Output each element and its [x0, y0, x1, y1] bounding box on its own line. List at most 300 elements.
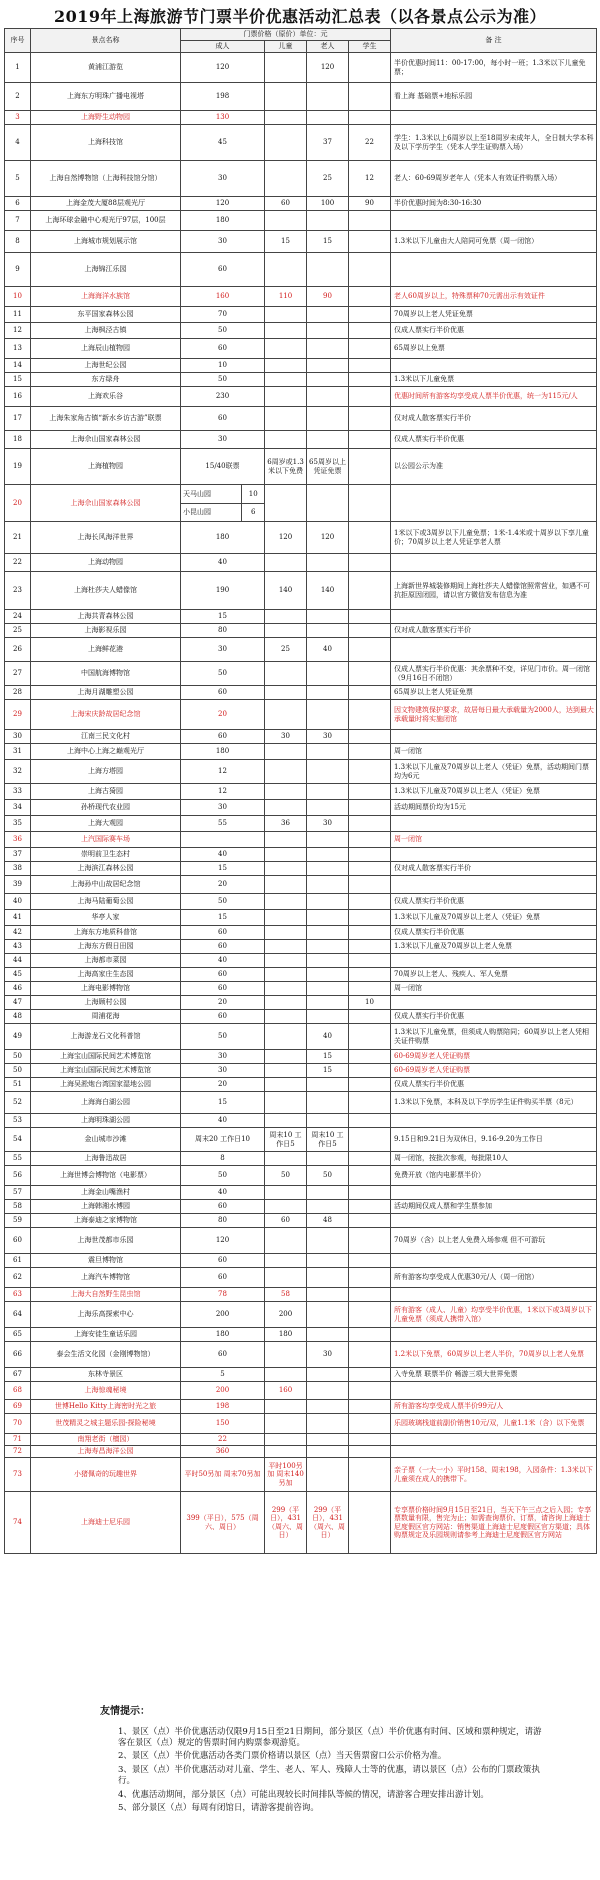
senior-price: [307, 968, 349, 982]
table-row: [5, 940, 597, 954]
child-price: [265, 387, 307, 407]
adult-price: 360: [181, 1446, 265, 1458]
child-price: [265, 894, 307, 910]
adult-price: 15: [181, 862, 265, 876]
student-price: [349, 1214, 391, 1228]
child-price: [265, 1342, 307, 1368]
remark: 仅成人票实行半价优惠: [391, 1010, 597, 1024]
adult-price: 12: [181, 784, 265, 800]
notes-block: [0, 1705, 600, 1817]
student-price: [349, 53, 391, 83]
student-price: [349, 1200, 391, 1214]
row-number: 52: [5, 1092, 31, 1114]
table-row: [5, 1368, 597, 1382]
row-number: 70: [5, 1414, 31, 1434]
adult-price: 30: [181, 1050, 265, 1064]
child-price: 120: [265, 522, 307, 554]
remark: 65周岁以上老人凭证免票: [391, 686, 597, 700]
table-row: [5, 197, 597, 211]
table-row: [5, 307, 597, 323]
adult-price: 50: [181, 323, 265, 339]
remark: 60-69周岁老人凭证购票: [391, 1050, 597, 1064]
table-row: [5, 572, 597, 610]
senior-price: [307, 940, 349, 954]
student-price: [349, 1092, 391, 1114]
senior-price: [307, 359, 349, 373]
student-price: [349, 1458, 391, 1492]
remark: 上海新世界城装修期间上海杜莎夫人蜡像馆照常营业，如遇不可抗拒原因闭园，请以官方微信发布信息为准: [391, 572, 597, 610]
row-number: 63: [5, 1288, 31, 1302]
table-row: [5, 894, 597, 910]
row-number: 23: [5, 572, 31, 610]
adult-price: 60: [181, 730, 265, 744]
student-price: [349, 231, 391, 253]
attraction-name: 上海方塔园: [31, 760, 181, 784]
row-number: 32: [5, 760, 31, 784]
remark: 60-69周岁老人凭证购票: [391, 1064, 597, 1078]
adult-price: 15: [181, 610, 265, 624]
table-row: [5, 323, 597, 339]
attraction-name: 上海植物园: [31, 449, 181, 485]
attraction-name: 周浦花海: [31, 1010, 181, 1024]
attraction-name: 上海迪士尼乐园: [31, 1492, 181, 1554]
attraction-name: 东方绿舟: [31, 373, 181, 387]
remark: 仅成人票实行半价优惠: [391, 894, 597, 910]
attraction-name: 上海马陆葡萄公园: [31, 894, 181, 910]
child-price: [265, 700, 307, 730]
student-price: [349, 1064, 391, 1078]
student-price: [349, 287, 391, 307]
senior-price: [307, 387, 349, 407]
adult-price: 60: [181, 1268, 265, 1288]
student-price: [349, 940, 391, 954]
child-price: 299（平日），431（周六、周日）: [265, 1492, 307, 1554]
attraction-name: 震旦博物馆: [31, 1254, 181, 1268]
attraction-name: 上海世纪公园: [31, 359, 181, 373]
child-price: [265, 323, 307, 339]
attraction-name: 上海汽车博物馆: [31, 1268, 181, 1288]
table-row: [5, 816, 597, 832]
attraction-name: 上海安徒生童话乐园: [31, 1328, 181, 1342]
senior-price: [307, 610, 349, 624]
row-number: 62: [5, 1268, 31, 1288]
row-number: 51: [5, 1078, 31, 1092]
row-number: 54: [5, 1128, 31, 1152]
row-number: 35: [5, 816, 31, 832]
child-price: [265, 253, 307, 287]
senior-price: [307, 1254, 349, 1268]
row-number: 9: [5, 253, 31, 287]
senior-price: [307, 832, 349, 848]
table-row: [5, 876, 597, 894]
child-price: [265, 1200, 307, 1214]
student-price: 10: [349, 996, 391, 1010]
adult-price: 12: [181, 760, 265, 784]
attraction-name: 上海自然博物馆（上海科技馆分馆）: [31, 161, 181, 197]
attraction-name: 上海海洋水族馆: [31, 287, 181, 307]
attraction-name: 上海辰山植物园: [31, 339, 181, 359]
table-row: [5, 624, 597, 638]
remark: 1.3米以下儿童及70周岁以上老人（凭证）免票: [391, 910, 597, 926]
student-price: [349, 1400, 391, 1414]
child-price: [265, 910, 307, 926]
senior-price: [307, 1302, 349, 1328]
senior-price: 299（平日），431（周六、周日）: [307, 1492, 349, 1554]
attraction-name: 上汽国际赛车场: [31, 832, 181, 848]
child-price: 50: [265, 1166, 307, 1186]
attraction-name: 上海宋庆龄故居纪念馆: [31, 700, 181, 730]
row-number: 61: [5, 1254, 31, 1268]
adult-price: 120: [181, 197, 265, 211]
remark: 1.3米以下儿童及70周岁以上老人免票: [391, 940, 597, 954]
student-price: [349, 1128, 391, 1152]
table-row: [5, 1254, 597, 1268]
remark: 70周岁（含）以上老人免费入场参观 但不可游玩: [391, 1228, 597, 1254]
table-row: [5, 373, 597, 387]
child-price: [265, 407, 307, 431]
child-price: [265, 954, 307, 968]
student-price: [349, 1114, 391, 1128]
student-price: 22: [349, 125, 391, 161]
table-row: [5, 744, 597, 760]
table-row: [5, 359, 597, 373]
student-price: 12: [349, 161, 391, 197]
attraction-name: 上海宝山国际民间艺术博览馆: [31, 1064, 181, 1078]
attraction-name: 中国航海博物馆: [31, 662, 181, 686]
table-row: [5, 431, 597, 449]
senior-price: [307, 1092, 349, 1114]
table-row: [5, 1214, 597, 1228]
student-price: [349, 1186, 391, 1200]
student-price: [349, 373, 391, 387]
header-senior: 老人: [307, 41, 349, 53]
page-title: 2019年上海旅游节门票半价优惠活动汇总表（以各景点公示为准）: [53, 7, 547, 26]
student-price: [349, 1368, 391, 1382]
student-price: [349, 1024, 391, 1050]
student-price: [349, 910, 391, 926]
remark: [391, 1446, 597, 1458]
adult-price: 60: [181, 1010, 265, 1024]
attraction-name: 上海惊魂秘境: [31, 1382, 181, 1400]
student-price: [349, 572, 391, 610]
child-price: 36: [265, 816, 307, 832]
adult-price: 60: [181, 339, 265, 359]
remark: [391, 996, 597, 1010]
adult-price: 190: [181, 572, 265, 610]
remark: 65周岁以上免票: [391, 339, 597, 359]
attraction-name: 上海野生动物园: [31, 111, 181, 125]
senior-price: 15: [307, 1064, 349, 1078]
senior-price: 40: [307, 638, 349, 662]
student-price: [349, 1328, 391, 1342]
row-number: 46: [5, 982, 31, 996]
adult-price: 50: [181, 1024, 265, 1050]
attraction-name: 世茂精灵之城主题乐园-探险秘境: [31, 1414, 181, 1434]
senior-price: [307, 982, 349, 996]
student-price: [349, 784, 391, 800]
remark: [391, 1214, 597, 1228]
child-price: [265, 624, 307, 638]
table-row: [5, 53, 597, 83]
senior-price: [307, 1228, 349, 1254]
senior-price: [307, 848, 349, 862]
row-number: 10: [5, 287, 31, 307]
remark: 仅对成人散客票实行半价: [391, 624, 597, 638]
table-row: [5, 1186, 597, 1200]
row-number: 12: [5, 323, 31, 339]
student-price: [349, 610, 391, 624]
attraction-name: 孙桥现代农业园: [31, 800, 181, 816]
senior-price: [307, 624, 349, 638]
senior-price: 50: [307, 1166, 349, 1186]
senior-price: [307, 1186, 349, 1200]
header-row: [5, 29, 597, 41]
table-row: [5, 83, 597, 111]
student-price: [349, 1152, 391, 1166]
remark: 仅成人票实行半价优惠: [391, 1078, 597, 1092]
table-row: [5, 522, 597, 554]
child-price: [265, 1114, 307, 1128]
table-row: [5, 339, 597, 359]
remark: 活动期间仅成人票和学生票参加: [391, 1200, 597, 1214]
header-name: 景点名称: [31, 29, 181, 53]
child-price: [265, 1010, 307, 1024]
adult-price: 周末20 工作日10: [181, 1128, 265, 1152]
remark: 1.3米以下儿童由大人陪同可免票（周一闭馆）: [391, 231, 597, 253]
adult-price: 20: [181, 876, 265, 894]
senior-price: 100: [307, 197, 349, 211]
sub-area-name: 小昆山园: [181, 503, 242, 521]
adult-price: 180: [181, 211, 265, 231]
adult-price: 60: [181, 926, 265, 940]
table-row: [5, 700, 597, 730]
remark: 周一闭馆: [391, 982, 597, 996]
attraction-name: 上海科技馆: [31, 125, 181, 161]
remark: [391, 848, 597, 862]
attraction-name: 上海都市菜园: [31, 954, 181, 968]
row-number: 53: [5, 1114, 31, 1128]
senior-price: [307, 1328, 349, 1342]
sub-area-price: 6: [250, 508, 256, 517]
student-price: [349, 876, 391, 894]
student-price: [349, 894, 391, 910]
student-price: [349, 816, 391, 832]
senior-price: [307, 910, 349, 926]
attraction-name: 上海海白湖公园: [31, 1092, 181, 1114]
note-item: 4、优惠活动期间，部分景区（点）可能出现较长时间排队等候的情况，请游客合理安排出游计划。: [118, 1789, 489, 1800]
student-price: [349, 1342, 391, 1368]
row-number: 68: [5, 1382, 31, 1400]
child-price: [265, 876, 307, 894]
adult-price: 150: [181, 1414, 265, 1434]
remark: 仅成人票实行半价优惠: [391, 431, 597, 449]
row-number: 41: [5, 910, 31, 926]
adult-price: 10: [181, 359, 265, 373]
row-number: 15: [5, 373, 31, 387]
child-price: [265, 161, 307, 197]
adult-price: 30: [181, 231, 265, 253]
child-price: [265, 431, 307, 449]
student-price: [349, 848, 391, 862]
adult-price: 60: [181, 1200, 265, 1214]
attraction-name: 上海东方假日田园: [31, 940, 181, 954]
student-price: [349, 449, 391, 485]
student-price: [349, 760, 391, 784]
row-number: 22: [5, 554, 31, 572]
child-price: [265, 307, 307, 323]
sub-row: [181, 503, 264, 521]
row-number: 42: [5, 926, 31, 940]
remark: 入寺免票 联票半价 畅游三项大世界免票: [391, 1368, 597, 1382]
adult-price: 60: [181, 1342, 265, 1368]
row-number: 33: [5, 784, 31, 800]
senior-price: [307, 1288, 349, 1302]
adult-price: 80: [181, 1214, 265, 1228]
attraction-name: 上海佘山国家森林公园: [31, 485, 181, 522]
remark: [391, 1114, 597, 1128]
adult-price: 15: [181, 910, 265, 926]
header-remark: 备 注: [391, 29, 597, 53]
senior-price: [307, 1434, 349, 1446]
child-price: 25: [265, 638, 307, 662]
table-row: [5, 1302, 597, 1328]
attraction-name: 上海宝山国际民间艺术博览馆: [31, 1050, 181, 1064]
student-price: [349, 211, 391, 231]
child-price: 15: [265, 231, 307, 253]
remark: [391, 1328, 597, 1342]
student-price: [349, 1382, 391, 1400]
remark: 学生：1.3米以上6周岁以上至18周岁未成年人，全日制大学本科及以下学历学生（凭本人学生证购票入场）: [391, 125, 597, 161]
row-number: 74: [5, 1492, 31, 1554]
student-price: [349, 1268, 391, 1288]
senior-price: [307, 662, 349, 686]
table-row: [5, 407, 597, 431]
row-number: 24: [5, 610, 31, 624]
header-no: 序号: [5, 29, 31, 53]
table-row: [5, 1414, 597, 1434]
adult-price: 5: [181, 1368, 265, 1382]
sub-row: [181, 485, 264, 503]
table-row: [5, 1050, 597, 1064]
table-row: [5, 554, 597, 572]
senior-price: [307, 83, 349, 111]
child-price: [265, 1078, 307, 1092]
senior-price: [307, 323, 349, 339]
remark: 仅成人票实行半价优惠：其余票种不变，详见门市价。周一闭馆（9月16日不闭馆）: [391, 662, 597, 686]
table-row: [5, 161, 597, 197]
remark: 周一闭馆: [391, 744, 597, 760]
senior-price: [307, 211, 349, 231]
student-price: [349, 307, 391, 323]
senior-price: [307, 784, 349, 800]
student-price: [349, 1050, 391, 1064]
student-price: [349, 1078, 391, 1092]
child-price: 60: [265, 1214, 307, 1228]
attraction-name: 东林寺景区: [31, 1368, 181, 1382]
student-price: [349, 730, 391, 744]
row-number: 71: [5, 1434, 31, 1446]
attraction-name: 上海欢乐谷: [31, 387, 181, 407]
table-row: [5, 848, 597, 862]
student-price: [349, 862, 391, 876]
adult-price: 22: [181, 1434, 265, 1446]
student-price: [349, 111, 391, 125]
remark: 1米以下或3周岁以下儿童免票；1米-1.4米或十周岁以下享儿童价；70周岁以上老人凭证享老人票: [391, 522, 597, 554]
row-number: 72: [5, 1446, 31, 1458]
child-price: [265, 1254, 307, 1268]
attraction-name: 上海杜莎夫人蜡像馆: [31, 572, 181, 610]
child-price: 140: [265, 572, 307, 610]
student-price: [349, 407, 391, 431]
table-row: [5, 862, 597, 876]
senior-price: [307, 996, 349, 1010]
child-price: 30: [265, 730, 307, 744]
row-number: 4: [5, 125, 31, 161]
table-row: [5, 125, 597, 161]
student-price: [349, 1166, 391, 1186]
adult-price: 198: [181, 1400, 265, 1414]
adult-price: 399（平日），575（周六、周日）: [181, 1492, 265, 1554]
student-price: [349, 83, 391, 111]
senior-price: 48: [307, 1214, 349, 1228]
senior-price: [307, 1152, 349, 1166]
child-price: [265, 862, 307, 876]
attraction-name: 上海滨江森林公园: [31, 862, 181, 876]
student-price: [349, 662, 391, 686]
row-number: 29: [5, 700, 31, 730]
child-price: [265, 1228, 307, 1254]
senior-price: [307, 307, 349, 323]
child-price: 6周岁或1.3米以下免费: [265, 449, 307, 485]
student-price: [349, 954, 391, 968]
child-price: [265, 1434, 307, 1446]
student-price: [349, 339, 391, 359]
table-row: [5, 1024, 597, 1050]
remark: 1.3米以下儿童及70周岁以上老人（凭证）免票，活动期间门票均为6元: [391, 760, 597, 784]
table-row: [5, 686, 597, 700]
remark: 以公园公示为准: [391, 449, 597, 485]
attraction-name: 上海城市规划展示馆: [31, 231, 181, 253]
senior-price: 15: [307, 231, 349, 253]
child-price: 110: [265, 287, 307, 307]
student-price: [349, 1302, 391, 1328]
student-price: [349, 638, 391, 662]
senior-price: [307, 1200, 349, 1214]
child-price: [265, 1050, 307, 1064]
remark: [391, 1434, 597, 1446]
remark: 老人60周岁以上，特殊票种70元需出示有效证件: [391, 287, 597, 307]
remark: 1.3米以下免票，本科及以下学历学生证件购买半票（8元）: [391, 1092, 597, 1114]
attraction-name: 上海月湖雕塑公园: [31, 686, 181, 700]
attraction-name: 上海共青森林公园: [31, 610, 181, 624]
remark: 老人：60-69周岁老年人（凭本人有效证件购票入场）: [391, 161, 597, 197]
attraction-name: 上海中心上海之巅观光厅: [31, 744, 181, 760]
child-price: [265, 996, 307, 1010]
remark: 1.2米以下免票，60周岁以上老人半价，70周岁以上老人免票: [391, 1342, 597, 1368]
row-number: 66: [5, 1342, 31, 1368]
child-price: [265, 800, 307, 816]
remark: 仅对成人散客票实行半价: [391, 862, 597, 876]
row-number: 26: [5, 638, 31, 662]
remark: [391, 485, 597, 522]
remark: [391, 610, 597, 624]
adult-price: 平时50另加 周末70另加: [181, 1458, 265, 1492]
row-number: 65: [5, 1328, 31, 1342]
child-price: [265, 1368, 307, 1382]
senior-price: [307, 894, 349, 910]
remark: 周一闭馆: [391, 832, 597, 848]
note-item: 3、景区（点）半价优惠活动对儿童、学生、老人、军人、残障人士等的优惠，请以景区（点）公布的门票政策执行。: [118, 1764, 540, 1787]
